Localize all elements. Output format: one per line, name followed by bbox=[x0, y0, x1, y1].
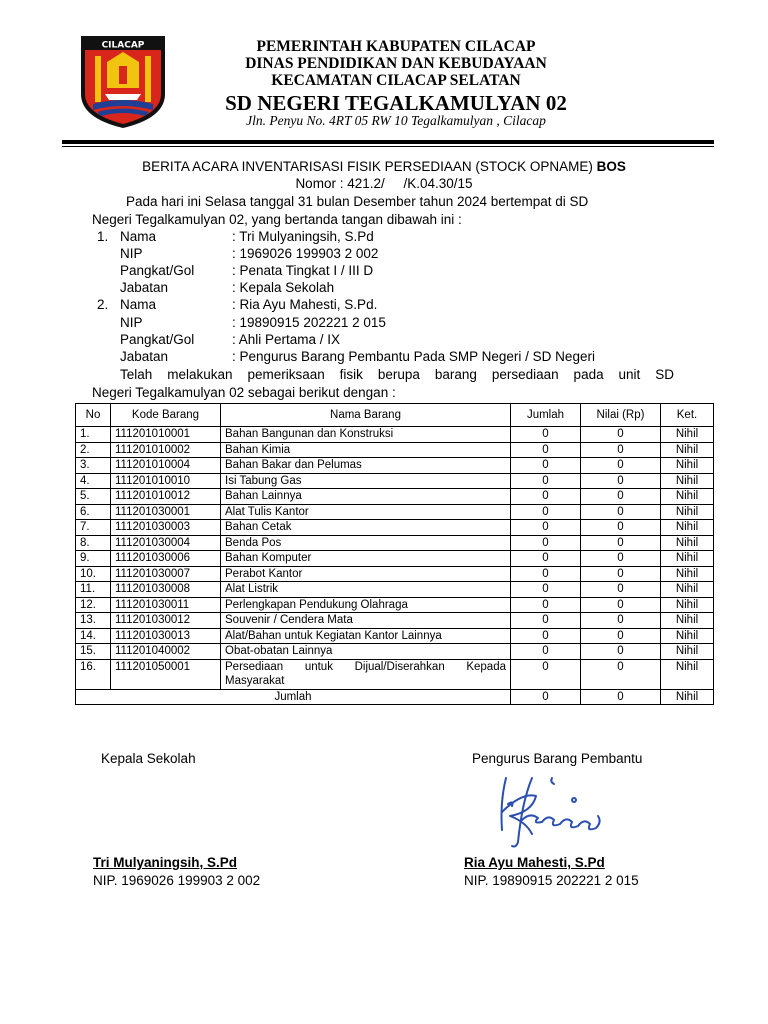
cell-nama-barang: Bahan Bangunan dan Konstruksi bbox=[221, 427, 511, 443]
person-1-nip-label: NIP bbox=[120, 246, 143, 261]
cell-kode-barang: 111201030011 bbox=[111, 597, 221, 613]
cell-nilai: 0 bbox=[581, 427, 661, 443]
school-name: SD NEGERI TEGALKAMULYAN 02 bbox=[225, 91, 567, 115]
cell-jumlah: 0 bbox=[511, 489, 581, 505]
letterhead-line-1: PEMERINTAH KABUPATEN CILACAP bbox=[256, 38, 536, 55]
person-1-nama-label: Nama bbox=[120, 229, 157, 244]
cell-ket: Nihil bbox=[661, 489, 714, 505]
person-1-nip: : 1969026 199903 2 002 bbox=[232, 246, 379, 261]
person-1-pangkat: : Penata Tingkat I / III D bbox=[232, 263, 374, 278]
cell-no: 6. bbox=[76, 504, 111, 520]
cell-ket: Nihil bbox=[661, 659, 714, 689]
cell-nilai: 0 bbox=[581, 535, 661, 551]
cell-nilai: 0 bbox=[581, 458, 661, 474]
cell-kode-barang: 111201010010 bbox=[111, 473, 221, 489]
cell-nilai: 0 bbox=[581, 628, 661, 644]
letterhead-line-2: DINAS PENDIDIKAN DAN KEBUDAYAAN bbox=[245, 55, 547, 72]
cell-nama-barang: Alat Tulis Kantor bbox=[221, 504, 511, 520]
cell-ket: Nihil bbox=[661, 458, 714, 474]
person-1-index: 1. bbox=[97, 229, 109, 244]
cell-ket: Nihil bbox=[661, 427, 714, 443]
cell-nama-barang: Perlengkapan Pendukung Olahraga bbox=[221, 597, 511, 613]
cell-nilai: 0 bbox=[581, 613, 661, 629]
closing-line-2: Negeri Tegalkamulyan 02 sebagai berikut dengan : bbox=[92, 385, 396, 400]
cell-nama-barang: Persediaan untuk Dijual/Diserahkan Kepada Masyarakat bbox=[221, 659, 511, 689]
left-signature-role: Kepala Sekolah bbox=[101, 751, 196, 766]
right-signatory-name: Ria Ayu Mahesti, S.Pd bbox=[464, 855, 605, 870]
cell-nama-barang: Alat Listrik bbox=[221, 582, 511, 598]
cell-no: 9. bbox=[76, 551, 111, 567]
document-title-main: BERITA ACARA INVENTARISASI FISIK PERSEDIAAN (STOCK OPNAME) bbox=[142, 159, 597, 174]
cell-nama-barang: Isi Tabung Gas bbox=[221, 473, 511, 489]
cell-kode-barang: 111201030012 bbox=[111, 613, 221, 629]
cell-jumlah: 0 bbox=[511, 458, 581, 474]
cell-ket: Nihil bbox=[661, 504, 714, 520]
document-number: Nomor : 421.2/ /K.04.30/15 bbox=[295, 176, 473, 191]
cell-ket: Nihil bbox=[661, 551, 714, 567]
person-2-jabatan-label: Jabatan bbox=[120, 349, 169, 364]
closing-line-1: Telah melakukan pemeriksaan fisik berupa barang persediaan pada unit SD bbox=[120, 367, 674, 382]
cell-nilai: 0 bbox=[581, 489, 661, 505]
cell-nama-barang: Souvenir / Cendera Mata bbox=[221, 613, 511, 629]
cell-no: 2. bbox=[76, 442, 111, 458]
letterhead-line-3: KECAMATAN CILACAP SELATAN bbox=[271, 72, 521, 89]
header-no: No bbox=[76, 404, 111, 427]
person-1-jabatan: : Kepala Sekolah bbox=[232, 280, 335, 295]
person-2-nip: : 19890915 202221 2 015 bbox=[232, 315, 386, 330]
cell-kode-barang: 111201010004 bbox=[111, 458, 221, 474]
cell-ket: Nihil bbox=[661, 566, 714, 582]
cell-no: 3. bbox=[76, 458, 111, 474]
cell-ket: Nihil bbox=[661, 628, 714, 644]
cell-kode-barang: 111201040002 bbox=[111, 644, 221, 660]
document-title-bold: BOS bbox=[596, 159, 626, 174]
table-row bbox=[76, 613, 714, 629]
cell-jumlah: 0 bbox=[511, 427, 581, 443]
cell-no: 5. bbox=[76, 489, 111, 505]
person-1-jabatan-label: Jabatan bbox=[120, 280, 169, 295]
cell-no: 1. bbox=[76, 427, 111, 443]
cell-ket: Nihil bbox=[661, 644, 714, 660]
cell-nama-barang: Bahan Komputer bbox=[221, 551, 511, 567]
cell-nilai: 0 bbox=[581, 442, 661, 458]
cell-jumlah: 0 bbox=[511, 659, 581, 689]
person-1-nama: : Tri Mulyaningsih, S.Pd bbox=[232, 229, 374, 244]
header-jumlah: Jumlah bbox=[511, 404, 581, 427]
total-nilai: 0 bbox=[581, 689, 661, 705]
header-kode-barang: Kode Barang bbox=[111, 404, 221, 427]
inventory-table bbox=[75, 403, 714, 705]
person-2-nip-label: NIP bbox=[120, 315, 143, 330]
document-title bbox=[0, 159, 768, 175]
cell-ket: Nihil bbox=[661, 582, 714, 598]
cell-jumlah: 0 bbox=[511, 597, 581, 613]
total-label: Jumlah bbox=[76, 689, 511, 705]
table-row bbox=[76, 551, 714, 567]
logo-text: CILACAP bbox=[101, 40, 145, 51]
cell-nilai: 0 bbox=[581, 597, 661, 613]
cell-nilai: 0 bbox=[581, 659, 661, 689]
cell-no: 13. bbox=[76, 613, 111, 629]
table-row bbox=[76, 535, 714, 551]
cell-nama-barang: Obat-obatan Lainnya bbox=[221, 644, 511, 660]
letterhead-rule bbox=[62, 140, 714, 144]
cell-jumlah: 0 bbox=[511, 566, 581, 582]
cell-kode-barang: 111201030003 bbox=[111, 520, 221, 536]
person-1-pangkat-label: Pangkat/Gol bbox=[120, 263, 195, 278]
cell-nilai: 0 bbox=[581, 582, 661, 598]
cell-kode-barang: 111201010001 bbox=[111, 427, 221, 443]
table-row bbox=[76, 628, 714, 644]
person-2-index: 2. bbox=[97, 297, 109, 312]
table-row bbox=[76, 520, 714, 536]
cell-jumlah: 0 bbox=[511, 535, 581, 551]
cell-nama-barang: Bahan Lainnya bbox=[221, 489, 511, 505]
cell-nama-barang: Benda Pos bbox=[221, 535, 511, 551]
cell-nama-barang: Perabot Kantor bbox=[221, 566, 511, 582]
table-total-row bbox=[76, 689, 714, 705]
table-header-row bbox=[76, 404, 714, 427]
table-row bbox=[76, 427, 714, 443]
right-signature-role: Pengurus Barang Pembantu bbox=[472, 751, 643, 766]
cell-no: 4. bbox=[76, 473, 111, 489]
cell-no: 11. bbox=[76, 582, 111, 598]
cell-kode-barang: 111201030008 bbox=[111, 582, 221, 598]
table-row bbox=[76, 473, 714, 489]
header-nama-barang: Nama Barang bbox=[221, 404, 511, 427]
cell-nilai: 0 bbox=[581, 473, 661, 489]
table-row bbox=[76, 582, 714, 598]
cell-nama-barang: Bahan Cetak bbox=[221, 520, 511, 536]
table-row bbox=[76, 489, 714, 505]
cell-nilai: 0 bbox=[581, 551, 661, 567]
person-2-nama: : Ria Ayu Mahesti, S.Pd. bbox=[232, 297, 378, 312]
cell-no: 15. bbox=[76, 644, 111, 660]
cell-no: 8. bbox=[76, 535, 111, 551]
cell-nilai: 0 bbox=[581, 504, 661, 520]
cell-jumlah: 0 bbox=[511, 613, 581, 629]
person-2-nama-label: Nama bbox=[120, 297, 157, 312]
cell-no: 16. bbox=[76, 659, 111, 689]
cell-jumlah: 0 bbox=[511, 442, 581, 458]
cell-nilai: 0 bbox=[581, 644, 661, 660]
person-2-pangkat-label: Pangkat/Gol bbox=[120, 332, 195, 347]
cell-ket: Nihil bbox=[661, 442, 714, 458]
cell-no: 14. bbox=[76, 628, 111, 644]
total-jumlah: 0 bbox=[511, 689, 581, 705]
cell-jumlah: 0 bbox=[511, 504, 581, 520]
cell-ket: Nihil bbox=[661, 473, 714, 489]
left-signatory-nip: NIP. 1969026 199903 2 002 bbox=[93, 873, 261, 888]
cell-ket: Nihil bbox=[661, 520, 714, 536]
cell-jumlah: 0 bbox=[511, 551, 581, 567]
cell-kode-barang: 111201030004 bbox=[111, 535, 221, 551]
cell-kode-barang: 111201030007 bbox=[111, 566, 221, 582]
cell-jumlah: 0 bbox=[511, 582, 581, 598]
school-address: Jln. Penyu No. 4RT 05 RW 10 Tegalkamulyan , Cilacap bbox=[246, 113, 546, 128]
cell-ket: Nihil bbox=[661, 535, 714, 551]
cell-ket: Nihil bbox=[661, 613, 714, 629]
person-2-pangkat: : Ahli Pertama / IX bbox=[232, 332, 341, 347]
header-nilai: Nilai (Rp) bbox=[581, 404, 661, 427]
cell-no: 7. bbox=[76, 520, 111, 536]
table-row bbox=[76, 458, 714, 474]
person-2-jabatan: : Pengurus Barang Pembantu Pada SMP Negeri / SD Negeri bbox=[232, 349, 595, 364]
cell-jumlah: 0 bbox=[511, 628, 581, 644]
cell-kode-barang: 111201050001 bbox=[111, 659, 221, 689]
cell-kode-barang: 111201010002 bbox=[111, 442, 221, 458]
letterhead-rule-thin bbox=[62, 146, 714, 147]
intro-line-2: Negeri Tegalkamulyan 02, yang bertanda tangan dibawah ini : bbox=[92, 212, 462, 227]
cell-kode-barang: 111201030001 bbox=[111, 504, 221, 520]
intro-line-1: Pada hari ini Selasa tanggal 31 bulan Desember tahun 2024 bertempat di SD bbox=[126, 194, 589, 209]
table-row bbox=[76, 504, 714, 520]
cell-no: 12. bbox=[76, 597, 111, 613]
table-body bbox=[76, 427, 714, 690]
right-signatory-nip: NIP. 19890915 202221 2 015 bbox=[464, 873, 639, 888]
table-row bbox=[76, 644, 714, 660]
cell-nama-barang: Alat/Bahan untuk Kegiatan Kantor Lainnya bbox=[221, 628, 511, 644]
cell-kode-barang: 111201010012 bbox=[111, 489, 221, 505]
cell-nilai: 0 bbox=[581, 520, 661, 536]
header-ket: Ket. bbox=[661, 404, 714, 427]
cell-nama-barang: Bahan Bakar dan Pelumas bbox=[221, 458, 511, 474]
table-row bbox=[76, 566, 714, 582]
cell-no: 10. bbox=[76, 566, 111, 582]
handwritten-signature-icon bbox=[492, 772, 612, 852]
total-ket: Nihil bbox=[661, 689, 714, 705]
cell-kode-barang: 111201030006 bbox=[111, 551, 221, 567]
table-row bbox=[76, 659, 714, 689]
cell-nama-barang: Bahan Kimia bbox=[221, 442, 511, 458]
cell-jumlah: 0 bbox=[511, 644, 581, 660]
cell-kode-barang: 111201030013 bbox=[111, 628, 221, 644]
cell-jumlah: 0 bbox=[511, 520, 581, 536]
cell-nilai: 0 bbox=[581, 566, 661, 582]
cell-ket: Nihil bbox=[661, 597, 714, 613]
table-row bbox=[76, 442, 714, 458]
cell-jumlah: 0 bbox=[511, 473, 581, 489]
left-signatory-name: Tri Mulyaningsih, S.Pd bbox=[93, 855, 238, 870]
table-row bbox=[76, 597, 714, 613]
